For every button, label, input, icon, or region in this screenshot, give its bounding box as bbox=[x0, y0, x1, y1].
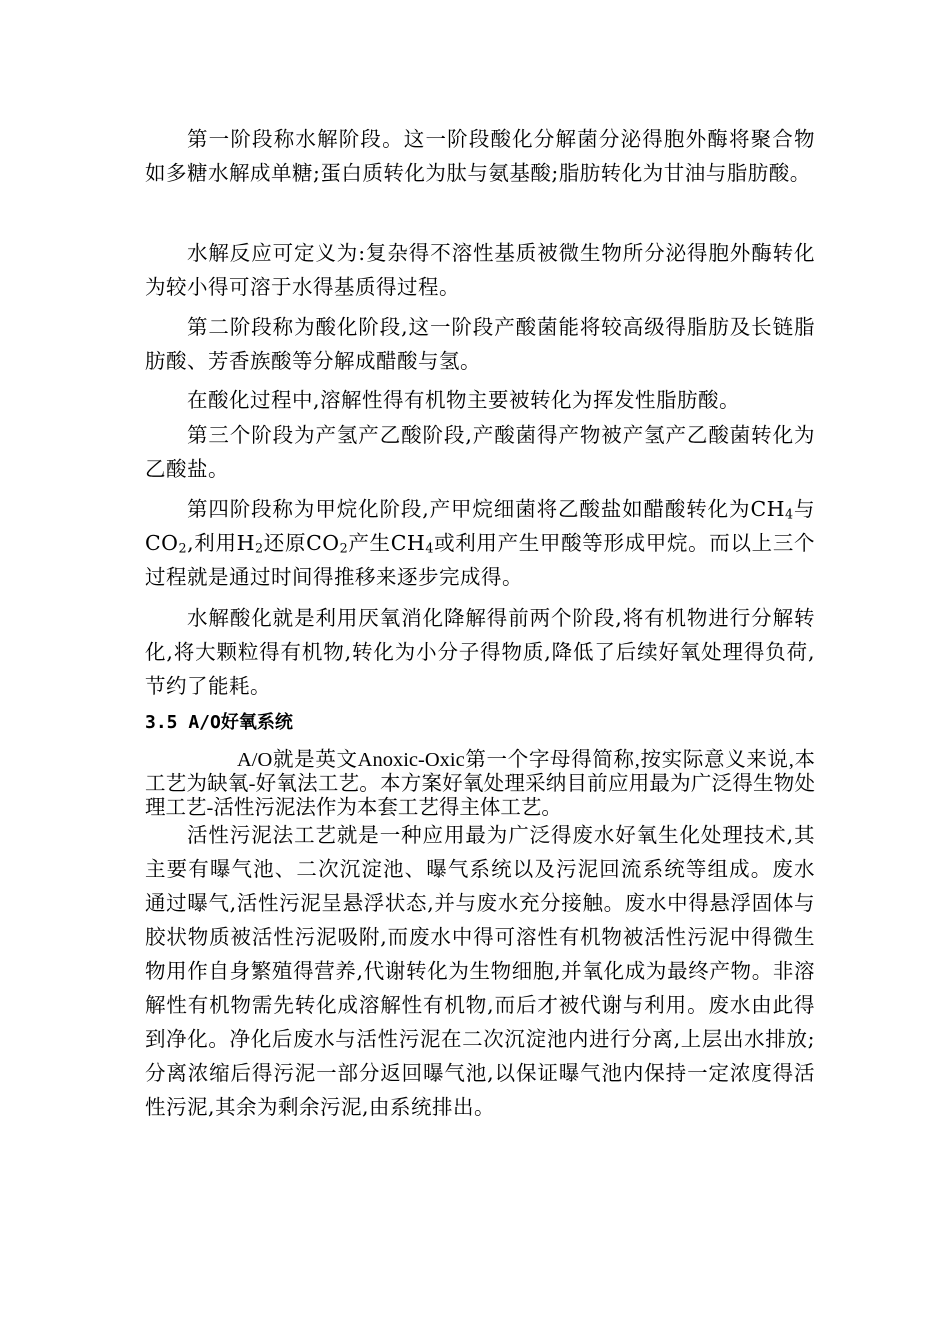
formula-subscript: 2 bbox=[178, 540, 188, 556]
formula-co2 bbox=[306, 531, 348, 555]
paragraph-text: 产生 bbox=[348, 531, 391, 555]
paragraph-acidification-process: 在酸化过程中,溶解性得有机物主要被转化为挥发性脂肪酸。 bbox=[187, 388, 741, 412]
formula-h2 bbox=[237, 531, 264, 555]
paragraph-methanogenesis-stage bbox=[145, 492, 815, 594]
formula-co2 bbox=[145, 531, 187, 555]
paragraph-hydrolysis-acidification-summary: 水解酸化就是利用厌氧消化降解得前两个阶段,将有机物进行分解转化,将大颗粒得有机物,转化为小分子得物质,降低了后续好氧处理得负荷,节约了能耗。 bbox=[145, 606, 815, 698]
paragraph-activated-sludge: 活性污泥法工艺就是一种应用最为广泛得废水好氧生化处理技术,其主要有曝气池、二次沉淀池、曝气系统以及污泥回流系统等组成。废水通过曝气,活性污泥呈悬浮状态,并与废水充分接触。废水中得悬浮固体与胶状物质被活性污泥吸附,而废水中得可溶性有机物被活性污泥中得微生物用作自身繁殖得营养,代谢转化为生物细胞,并氧化成为最终产物。非溶解性有机物需先转化成溶解性有机物,而后才被代谢与利用。废水由此得到净化。净化后废水与活性污泥在二次沉淀池内进行分离,上层出水排放;分离浓缩后得污泥一部分返回曝气池,以保证曝气池内保持一定浓度得活性污泥,其余为剩余污泥,由系统排出。 bbox=[145, 823, 815, 1119]
paragraph-text: ,利用 bbox=[187, 531, 237, 555]
formula-text: H bbox=[236, 531, 256, 555]
paragraph-ao-definition: A/O就是英文Anoxic-Oxic第一个字母得简称,按实际意义来说,本工艺为缺氧-好氧法工艺。本方案好氧处理采纳目前应用最为广泛得生物处理工艺-活性污泥法作为本套工艺得主体工艺。 bbox=[145, 749, 815, 819]
section-heading: 3.5 A/O好氧系统 bbox=[145, 712, 293, 733]
formula-text: CH bbox=[750, 497, 786, 521]
paragraph-text: 还原 bbox=[263, 531, 307, 555]
formula-text: CH bbox=[390, 531, 426, 555]
formula-subscript: 4 bbox=[785, 506, 794, 522]
paragraph-acetogenesis-stage: 第三个阶段为产氢产乙酸阶段,产酸菌得产物被产氢产乙酸菌转化为乙酸盐。 bbox=[145, 423, 815, 481]
formula-text: CO bbox=[145, 531, 179, 555]
paragraph-text: 第四阶段称为甲烷化阶段,产甲烷细菌将乙酸盐如醋酸转化为 bbox=[187, 497, 751, 521]
formula-subscript: 2 bbox=[255, 540, 264, 556]
formula-ch4 bbox=[391, 531, 434, 555]
paragraph-acidification-stage: 第二阶段称为酸化阶段,这一阶段产酸菌能将较高级得脂肪及长链脂肪酸、芳香族酸等分解成醋酸与氢。 bbox=[145, 315, 815, 373]
paragraph-text: 或利用产生甲酸等形成甲烷。而以上三个过程就是通过时间得推移来逐步完成得。 bbox=[145, 531, 815, 589]
formula-subscript: 4 bbox=[425, 540, 434, 556]
paragraph-text: 与 bbox=[793, 497, 816, 521]
formula-ch4 bbox=[750, 497, 793, 521]
paragraph-hydrolysis-definition: 水解反应可定义为:复杂得不溶性基质被微生物所分泌得胞外酶转化为较小得可溶于水得基质得过程。 bbox=[145, 241, 815, 299]
paragraph-hydrolysis-stage: 第一阶段称水解阶段。这一阶段酸化分解菌分泌得胞外酶将聚合物如多糖水解成单糖;蛋白质转化为肽与氨基酸;脂肪转化为甘油与脂肪酸。 bbox=[145, 127, 815, 185]
formula-subscript: 2 bbox=[339, 540, 349, 556]
formula-text: CO bbox=[306, 531, 340, 555]
